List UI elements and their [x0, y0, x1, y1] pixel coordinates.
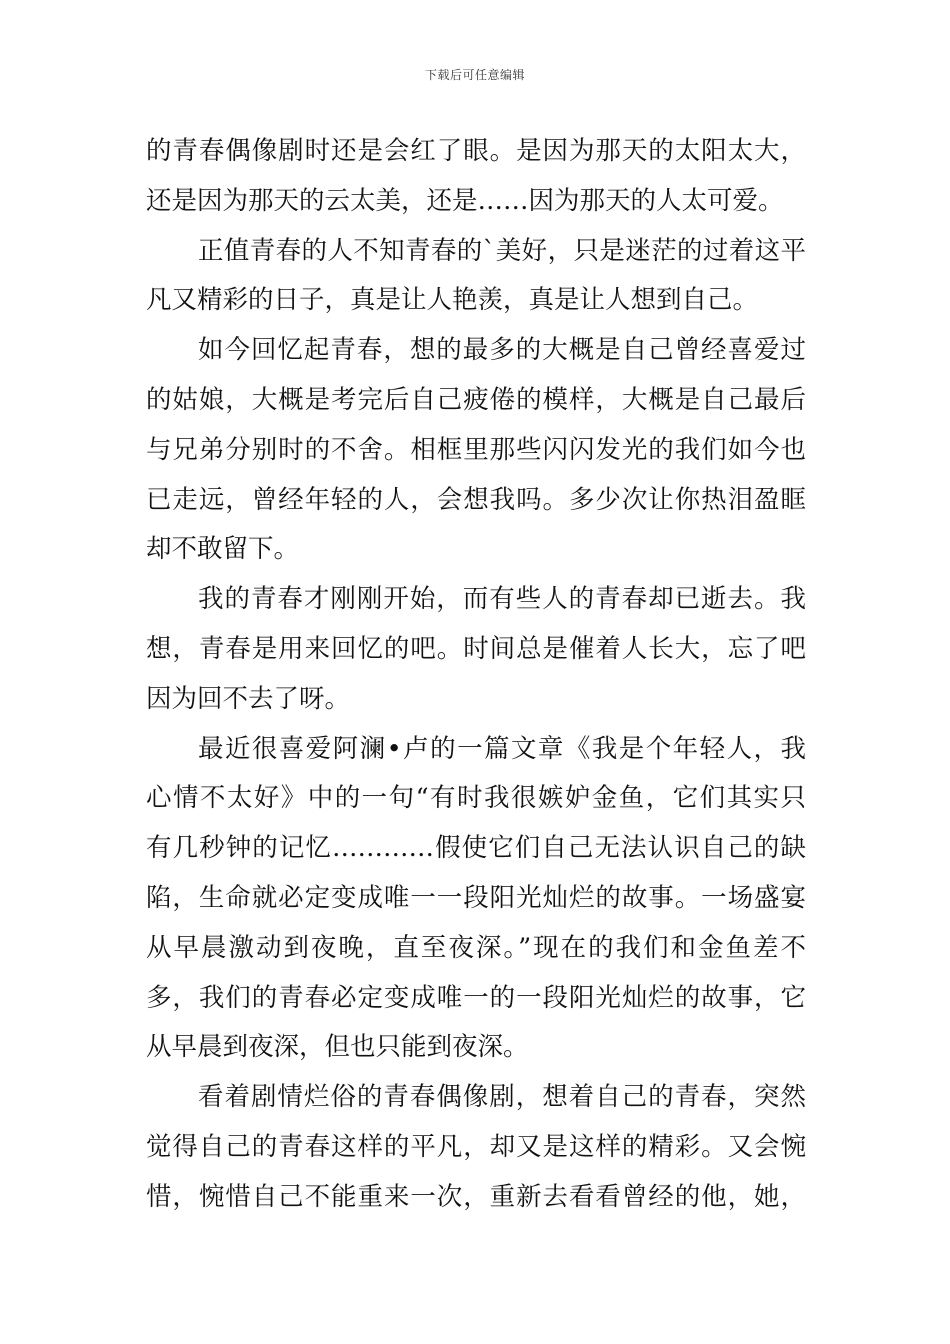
text-line: 还是因为那天的云太美，还是……因为那天的人太可爱。	[146, 185, 784, 216]
text-line: 从早晨到夜深，但也只能到夜深。	[146, 1032, 529, 1063]
text-line: 有几秒钟的记忆…………假使它们自己无法认识自己的缺	[146, 833, 806, 864]
text-line: 最近很喜爱阿澜•卢的一篇文章《我是个年轻人，我	[198, 733, 806, 764]
text-line: 如今回忆起青春，想的最多的大概是自己曾经喜爱过	[198, 335, 806, 366]
text-line: 从早晨激动到夜晚，直至夜深。”现在的我们和金鱼差不	[146, 932, 806, 963]
text-line: 的姑娘，大概是考完后自己疲倦的模样，大概是自己最后	[146, 384, 806, 415]
text-line: 却不敢留下。	[146, 534, 300, 565]
text-line: 看着剧情烂俗的青春偶像剧，想着自己的青春，突然	[198, 1082, 806, 1113]
text-line: 想，青春是用来回忆的吧。时间总是催着人长大，忘了吧	[146, 633, 806, 664]
text-line: 心情不太好》中的一句“有时我很嫉妒金鱼，它们其实只	[146, 783, 806, 814]
text-line: 的青春偶像剧时还是会红了眼。是因为那天的太阳太大，	[146, 136, 806, 166]
text-line: 陷，生命就必定变成唯一一段阳光灿烂的故事。一场盛宴	[146, 882, 806, 913]
text-line: 与兄弟分别时的不舍。相框里那些闪闪发光的我们如今也	[146, 434, 806, 465]
text-line: 多，我们的青春必定变成唯一的一段阳光灿烂的故事，它	[146, 982, 806, 1013]
page-header: 下载后可任意编辑	[424, 68, 525, 82]
text-line: 因为回不去了呀。	[146, 683, 351, 714]
text-line: 凡又精彩的日子，真是让人艳羡，真是让人想到自己。	[146, 285, 759, 316]
text-line: 觉得自己的青春这样的平凡，却又是这样的精彩。又会惋	[146, 1131, 806, 1162]
text-line: 已走远，曾经年轻的人，会想我吗。多少次让你热泪盈眶	[146, 484, 806, 515]
article-body	[146, 127, 806, 1223]
text-line: 正值青春的人不知青春的`美好，只是迷茫的过着这平	[198, 235, 806, 266]
text-line: 我的青春才刚刚开始，而有些人的青春却已逝去。我	[198, 584, 806, 615]
text-line: 惜，惋惜自己不能重来一次，重新去看看曾经的他，她，	[146, 1181, 806, 1212]
